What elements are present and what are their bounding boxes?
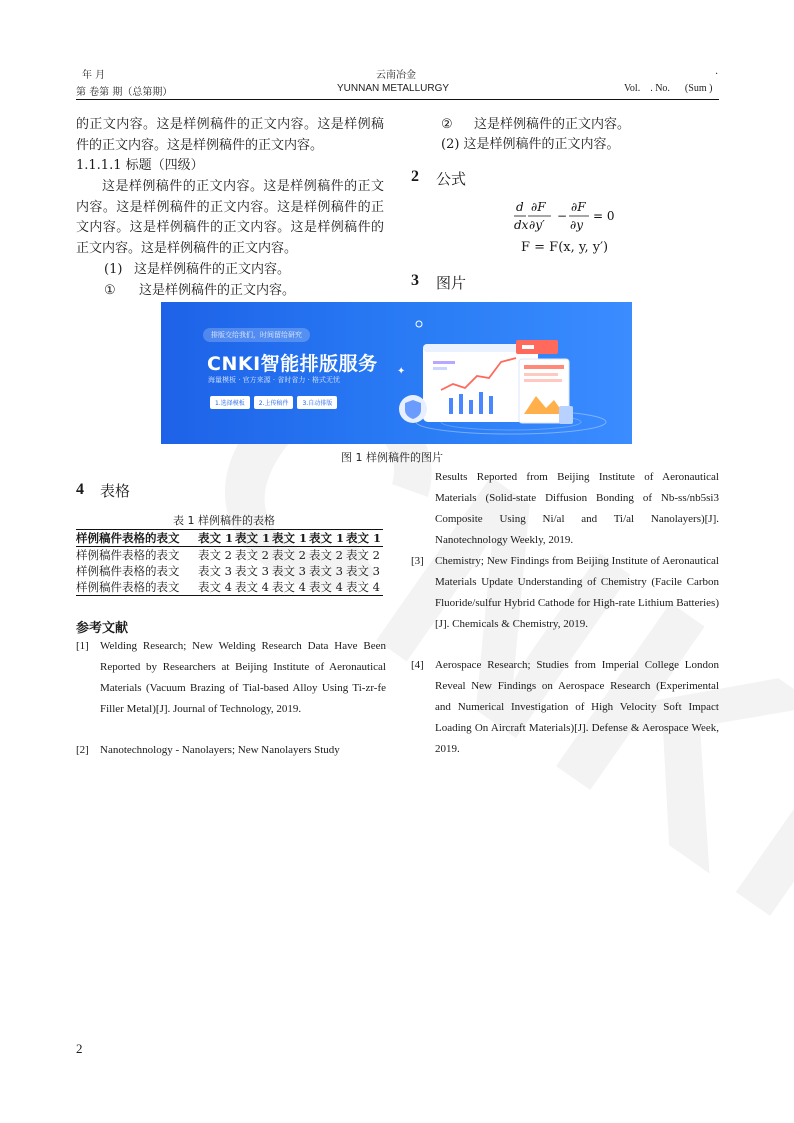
table-row [76, 547, 383, 564]
section-2-number: 2 [411, 168, 419, 185]
header-volume: Vol. . No. (Sum ) [624, 83, 713, 94]
banner-title: CNKI智能排版服务 [207, 353, 378, 375]
banner-step-3: 3.自动排版 [297, 396, 337, 409]
banner-subtitle: 海量模板 · 官方来源 · 省时省力 · 格式无忧 [208, 376, 341, 384]
svg-text:∂F: ∂F [531, 200, 546, 214]
section-3-title: 图片 [436, 274, 467, 292]
list-item-3: 这是样例稿件的正文内容。 [474, 117, 631, 132]
header-dot: . [715, 66, 719, 77]
references-title: 参考文献 [76, 621, 129, 636]
table-row [76, 579, 383, 595]
header-date: 年 月 [82, 70, 106, 81]
table-cell: 表文 4 [198, 580, 232, 594]
header-issue: 第 卷第 期（总第期） [76, 87, 173, 98]
reference-text: Nanotechnology - Nanolayers; New Nanolayers Study [100, 744, 340, 756]
section-4-number: 4 [76, 481, 84, 498]
list-item-2: 这是样例稿件的正文内容。 [139, 283, 296, 298]
header-rule [76, 99, 719, 100]
reference-item-1 [76, 636, 386, 746]
table-header-cell: 表文 1 [309, 531, 345, 545]
banner-step-2: 2.上传稿件 [254, 396, 294, 409]
svg-text:✦: ✦ [397, 366, 406, 377]
table-cell: 表文 3 [272, 564, 306, 578]
body-paragraph-1: 的正文内容。这是样例稿件的正文内容。这是样例稿件的正文内容。这是样例稿件的正文内容。 [76, 117, 384, 153]
figure-banner-image [161, 302, 632, 444]
table-header-cell: 表文 1 [346, 531, 382, 545]
table-row [76, 563, 383, 579]
table-cell: 表文 3 [309, 564, 343, 578]
table-cell: 样例稿件表格的表文 [76, 564, 180, 578]
table-header-row [76, 530, 383, 547]
list-item-4: (2) 这是样例稿件的正文内容。 [441, 137, 620, 152]
table-cell: 表文 3 [198, 564, 232, 578]
list-item-1: 这是样例稿件的正文内容。 [134, 262, 291, 277]
svg-text:∂y: ∂y [570, 218, 583, 232]
reference-number: [1] [76, 640, 89, 652]
table-header-cell: 表文 1 [272, 531, 308, 545]
table-cell: 表文 4 [309, 580, 343, 594]
reference-item-2 [76, 740, 386, 762]
formula-f: F = F(x, y, y′) [521, 240, 609, 255]
section-4-title: 表格 [100, 482, 131, 500]
svg-text:−: − [557, 209, 568, 223]
svg-text:= 0: = 0 [593, 209, 615, 223]
table-cell: 表文 2 [346, 548, 380, 562]
formula-euler-lagrange [512, 198, 622, 238]
reference-text: Chemistry; New Findings from Beijing Institute of Aeronautical Materials Update Understanding of Chemistry (Facile Carbon Fluoride/sulfur Hybrid Cathode for High-rate Lithium Batteries)[J]. Chemicals & Chemistry, 2019. [435, 555, 719, 630]
svg-text:d: d [516, 200, 524, 214]
table-cell: 表文 4 [272, 580, 306, 594]
reference-text: Aerospace Research; Studies from Imperial College London Reveal New Findings on Aerospace Research (Experimental and Numerical Investigation of High Velocity Soft Impact Loading On Aircraft Materials)[J]. Defense & Aerospace Week, 2019. [435, 659, 719, 755]
reference-number: [4] [411, 659, 424, 671]
table-cell: 表文 4 [346, 580, 380, 594]
svg-text:∂y′: ∂y′ [529, 218, 545, 232]
reference-item-3 [411, 551, 719, 656]
table-cell: 样例稿件表格的表文 [76, 548, 180, 562]
banner-tag: 排版交给我们，时间留给研究 [203, 328, 310, 342]
list-marker-1: (1) [104, 262, 123, 277]
reference-text: Welding Research; New Welding Research Data Have Been Reported by Researchers at Beijing Institute of Aeronautical Materials (Vacuum Brazing of Tial-based Alloy Using Ti-zr-fe Filler Metal)[J]. Journal of Technology, 2019. [100, 640, 386, 715]
table-header-cell: 表文 1 [198, 531, 234, 545]
reference-item-4 [411, 655, 719, 760]
list-marker-3: ② [441, 117, 453, 132]
banner-step-1: 1.选择模板 [210, 396, 250, 409]
reference-text: Results Reported from Beijing Institute of Aeronautical Materials (Solid-state Diffusion Bonding of Nb-ss/nb5si3 Composite Using Ni/al and Ti/al Nanolayers)[J]. Nanotechnology Weekly, 2019. [435, 471, 719, 546]
body-paragraph-2: 这是样例稿件的正文内容。这是样例稿件的正文内容。这是样例稿件的正文内容。这是样例稿件的正文内容。这是样例稿件的正文内容。这是样例稿件的正文内容。这是样例稿件的正文内容。 [76, 179, 384, 256]
reference-number: [3] [411, 555, 424, 567]
reference-number: [2] [76, 744, 89, 756]
figure-caption: 图 1 样例稿件的图片 [341, 451, 443, 464]
table-cell: 表文 2 [272, 548, 306, 562]
reference-item-2-continued [411, 467, 719, 551]
list-marker-2: ① [104, 283, 116, 298]
svg-text:∂F: ∂F [571, 200, 586, 214]
sample-table [76, 529, 383, 596]
table-cell: 样例稿件表格的表文 [76, 580, 180, 594]
banner-steps [210, 396, 337, 409]
svg-text:dx: dx [514, 218, 529, 232]
header-journal-cn: 云南冶金 [376, 70, 416, 81]
table-cell: 表文 3 [235, 564, 269, 578]
table-cell: 表文 2 [198, 548, 232, 562]
table-cell: 表文 2 [309, 548, 343, 562]
table-header-cell: 样例稿件表格的表文 [76, 531, 180, 545]
table-cell: 表文 4 [235, 580, 269, 594]
header-journal-en: YUNNAN METALLURGY [337, 83, 450, 94]
table-cell: 表文 2 [235, 548, 269, 562]
table-header-cell: 表文 1 [235, 531, 271, 545]
table-caption: 表 1 样例稿件的表格 [173, 514, 275, 527]
page-number: 2 [76, 1041, 83, 1056]
table-cell: 表文 3 [346, 564, 380, 578]
section-3-number: 3 [411, 272, 419, 289]
heading-level-4: 1.1.1.1 标题（四级） [76, 158, 204, 173]
dashboard-illustration [391, 314, 626, 439]
section-2-title: 公式 [436, 170, 467, 188]
